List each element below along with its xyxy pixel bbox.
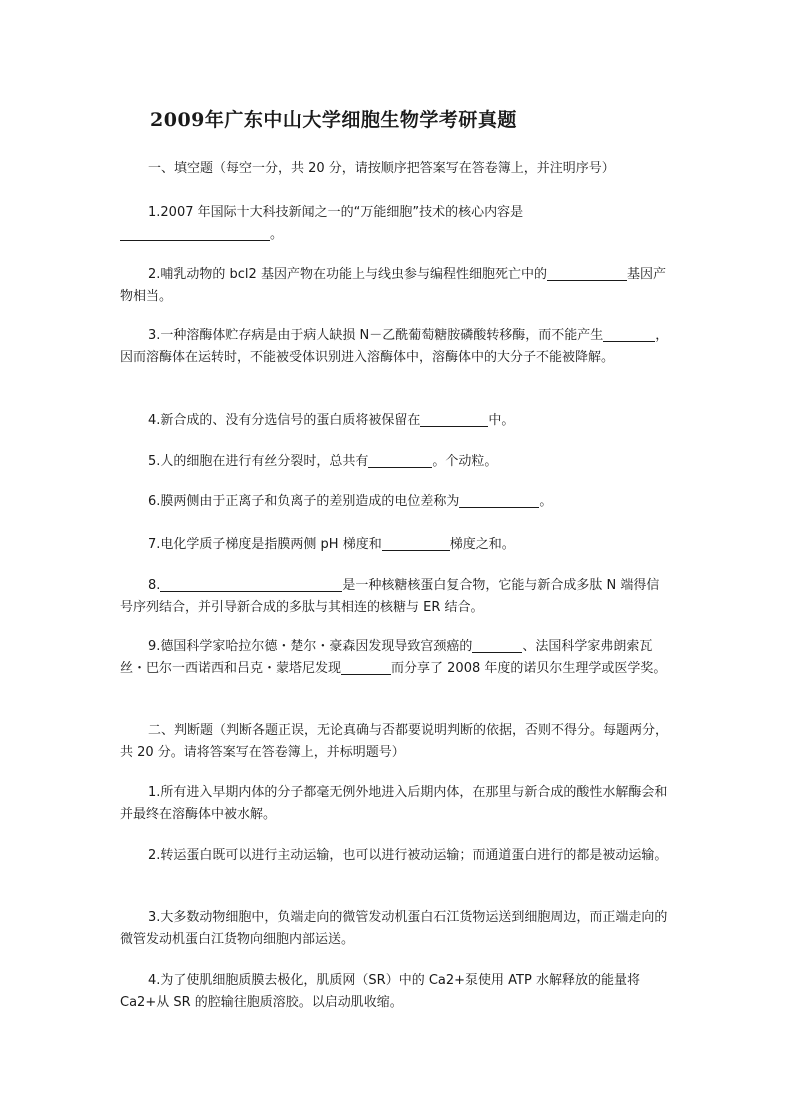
question-1-text-end: 。 [270, 227, 284, 242]
question-7-text-end: 梯度之和。 [449, 537, 515, 552]
question-8-text-end: 是一种核糖核蛋白复合物，它能与新合成多肽 N 端得信号序列结合，并引导新合成的多肽与其相连的核糖与 ER 结合。 [120, 578, 660, 615]
question-7 [120, 534, 670, 556]
question-5-text: 5.人的细胞在进行有丝分裂时，总共有 [148, 454, 369, 469]
question-4-text-end: 中。 [488, 413, 515, 428]
question-5-text-end: 。个动粒。 [432, 454, 498, 469]
answer-blank [547, 266, 627, 281]
answer-blank [420, 412, 488, 427]
answer-blank [120, 226, 270, 241]
question-6-text: 6.膜两侧由于正离子和负离子的差别造成的电位差称为 [148, 494, 460, 509]
judgment-2: 2.转运蛋白既可以进行主动运输，也可以进行被动运输；而通道蛋白进行的都是被动运输。 [148, 848, 668, 863]
question-1 [120, 202, 670, 246]
question-9-text: 9.德国科学家哈拉尔德・楚尔・豪森因发现导致宫颈癌的 [148, 639, 473, 654]
document-title: 2009年广东中山大学细胞生物学考研真题 [150, 109, 517, 131]
question-8-text: 8. [148, 578, 161, 593]
question-9-text-end: 而分享了 2008 年度的诺贝尔生理学或医学奖。 [391, 661, 667, 676]
section-2-header: 二、判断题（判断各题正误，无论真确与否都要说明判断的依据，否则不得分。每题两分，共 20 分。请将答案写在答卷簿上，并标明题号） [120, 723, 669, 760]
question-6 [120, 491, 670, 513]
answer-blank [160, 577, 342, 592]
answer-blank [472, 638, 522, 653]
answer-blank [368, 453, 432, 468]
judgment-4: 4.为了使肌细胞质膜去极化，肌质网（SR）中的 Ca2+泵使用 ATP 水解释放的能量将 Ca2+从 SR 的腔输往胞质溶胶。以启动肌收缩。 [120, 973, 640, 1010]
question-1-text: 1.2007 年国际十大科技新闻之一的“万能细胞”技术的核心内容是 [148, 205, 524, 220]
judgment-3: 3.大多数动物细胞中，负端走向的微管发动机蛋白石江货物运送到细胞周边，而正端走向的微管发动机蛋白江货物向细胞内部运送。 [120, 910, 668, 947]
answer-blank [382, 536, 450, 551]
question-3-text-end: ，因而溶酶体在运转时，不能被受体识别进入溶酶体中，溶酶体中的大分子不能被降解。 [120, 328, 669, 365]
question-4-text: 4.新合成的、没有分选信号的蛋白质将被保留在 [148, 413, 421, 428]
question-2 [120, 264, 670, 308]
question-2-text-end: 基因产物相当。 [120, 267, 666, 304]
question-6-text-end: 。 [539, 494, 553, 509]
question-2-text: 2.哺乳动物的 bcl2 基因产物在功能上与线虫参与编程性细胞死亡中的 [148, 267, 547, 282]
question-7-text: 7.电化学质子梯度是指膜两侧 pH 梯度和 [148, 537, 382, 552]
judgment-1: 1.所有进入早期内体的分子都毫无例外地进入后期内体，在那里与新合成的酸性水解酶会和并最终在溶酶体中被水解。 [120, 785, 668, 822]
answer-blank [341, 660, 391, 675]
question-3-text: 3.一种溶酶体贮存病是由于病人缺损 N－乙酰葡萄糖胺磷酸转移酶，而不能产生 [148, 328, 604, 343]
question-3 [120, 325, 670, 369]
question-9-text-mid: 、法国科学家弗朗索瓦丝・巴尔一西诺西和吕克・蒙塔尼发现 [120, 639, 653, 676]
answer-blank [459, 493, 539, 508]
answer-blank [603, 327, 655, 342]
section-1-header: 一、填空题（每空一分，共 20 分，请按顺序把答案写在答卷簿上，并注明序号） [148, 161, 615, 176]
question-9 [120, 636, 670, 680]
question-4 [120, 410, 670, 432]
question-8 [120, 575, 670, 619]
question-5 [120, 451, 670, 473]
